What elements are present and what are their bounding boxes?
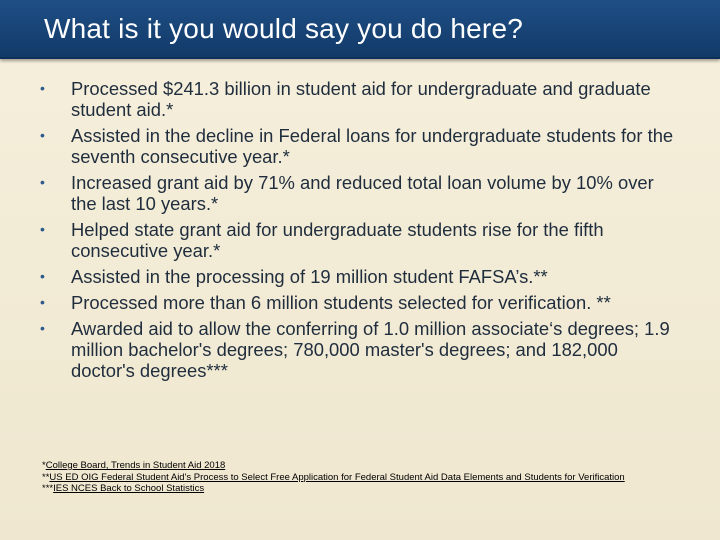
bullet-marker: • (40, 268, 45, 284)
bullet-text: Processed $241.3 billion in student aid for undergraduate and graduate student aid.* (71, 78, 651, 120)
list-item (40, 318, 680, 381)
footnote-1 (42, 460, 674, 472)
bullet-text: Assisted in the decline in Federal loans for undergraduate students for the seventh consecutive year.* (71, 125, 674, 167)
list-item (40, 172, 680, 214)
bullet-marker: • (40, 127, 45, 143)
bullet-text: Awarded aid to allow the conferring of 1.0 million associate‘s degrees; 1.9 million bachelor's degrees; 780,000 master's degrees; and 182,000 doctor's degrees*** (71, 318, 670, 381)
list-item (40, 219, 680, 261)
bullet-marker: • (40, 294, 45, 310)
bullet-marker: • (40, 320, 45, 336)
bullet-marker: • (40, 80, 45, 96)
footnotes (42, 460, 674, 495)
bullet-text: Increased grant aid by 71% and reduced total loan volume by 10% over the last 10 years.* (71, 172, 654, 214)
list-item (40, 78, 680, 120)
list-item (40, 125, 680, 167)
list-item (40, 266, 680, 287)
footnote-marker: ** (42, 471, 50, 483)
bullet-marker: • (40, 221, 45, 237)
title-bar (0, 0, 720, 59)
slide-title: What is it you would say you do here? (44, 13, 523, 44)
footnote-3 (42, 483, 674, 495)
bullet-list (40, 78, 680, 386)
bullet-text: Processed more than 6 million students selected for verification. ** (71, 292, 611, 313)
footnote-marker: * (42, 460, 46, 471)
footnote-link-nces[interactable]: IES NCES Back to School Statistics (53, 483, 205, 494)
bullet-text: Helped state grant aid for undergraduate students rise for the fifth consecutive year.* (71, 219, 604, 261)
footnote-marker: *** (42, 483, 54, 494)
footnote-2 (42, 472, 674, 484)
footnote-link-oig-report[interactable]: US ED OIG Federal Student Aid's Process to Select Free Application for Federal Student Aid Data Elements and Students for Verification (49, 471, 625, 483)
bullet-text: Assisted in the processing of 19 million student FAFSA’s.** (71, 266, 548, 287)
bullet-marker: • (40, 174, 45, 190)
footnote-link-college-board[interactable]: College Board, Trends in Student Aid 2018 (45, 460, 226, 471)
list-item (40, 292, 680, 313)
